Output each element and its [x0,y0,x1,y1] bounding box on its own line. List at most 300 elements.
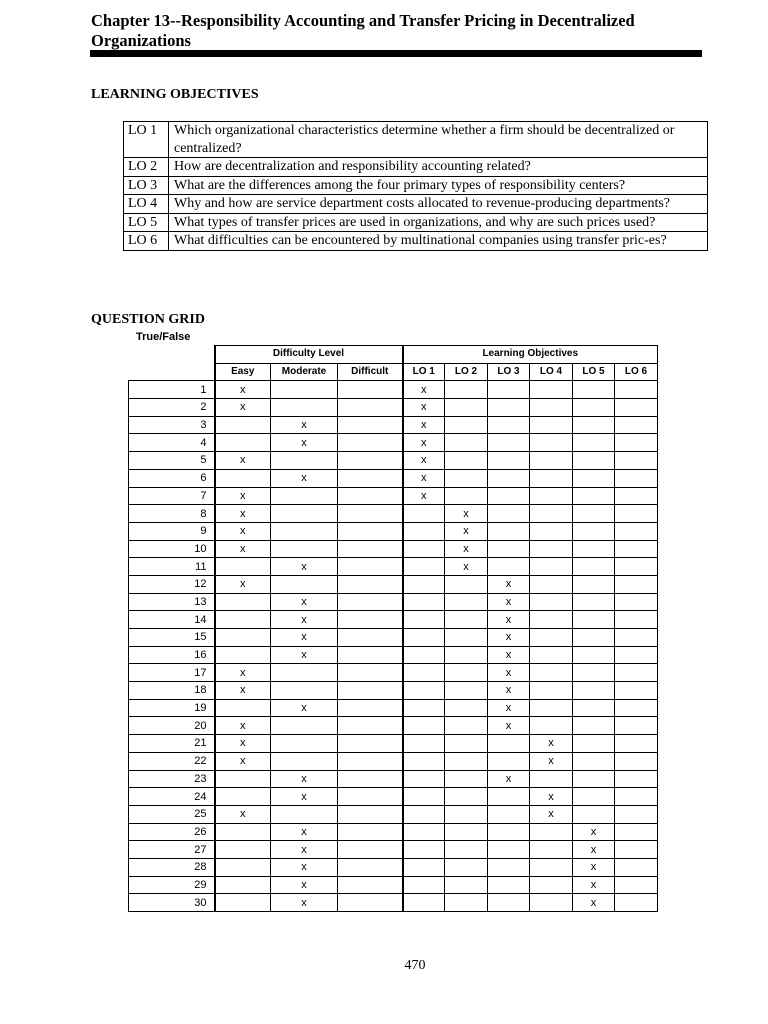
question-row [129,416,658,434]
question-number: 30 [129,894,215,912]
objective-cell [403,770,445,788]
question-row [129,452,658,470]
question-number: 17 [129,664,215,682]
difficulty-cell [338,522,403,540]
difficulty-cell [271,664,338,682]
objective-cell: x [488,664,530,682]
chapter-title: Chapter 13--Responsibility Accounting and Transfer Pricing in Decentralized Organizations [91,11,635,50]
objective-cell [488,788,530,806]
objective-cell [445,858,488,876]
question-row [129,735,658,753]
objective-cell [573,629,615,647]
question-row [129,611,658,629]
learning-objectives-header: Learning Objectives [403,346,658,364]
question-row [129,717,658,735]
objective-cell: x [530,805,573,823]
objective-cell [445,717,488,735]
difficulty-cell [338,682,403,700]
question-number: 18 [129,682,215,700]
objective-cell [530,522,573,540]
difficulty-cell: x [271,823,338,841]
objective-cell [445,735,488,753]
objective-cell [403,558,445,576]
objective-cell [573,717,615,735]
objective-cell [573,469,615,487]
objective-cell [530,646,573,664]
learning-objective-row [124,232,708,251]
difficulty-cell: x [215,505,271,523]
objective-cell [403,611,445,629]
question-number: 19 [129,699,215,717]
objective-cell [530,434,573,452]
objective-cell [403,682,445,700]
objective-cell [615,629,658,647]
objective-cell [573,522,615,540]
objective-cell [445,788,488,806]
objective-cell [530,664,573,682]
difficulty-cell [338,699,403,717]
learning-objective-id: LO 1 [124,122,169,158]
objective-cell [403,540,445,558]
objective-cell [615,646,658,664]
question-row [129,505,658,523]
difficulty-column-header: Moderate [271,363,338,381]
question-number: 9 [129,522,215,540]
question-row [129,664,658,682]
difficulty-cell: x [215,522,271,540]
question-number: 7 [129,487,215,505]
question-row [129,522,658,540]
objective-cell [488,735,530,753]
objective-cell [530,823,573,841]
question-number: 29 [129,876,215,894]
difficulty-cell: x [271,894,338,912]
objective-cell [445,823,488,841]
objective-cell [573,452,615,470]
objective-cell [530,876,573,894]
objective-cell [573,399,615,417]
objective-cell [573,381,615,399]
objective-cell [488,452,530,470]
learning-objective-text: What difficulties can be encountered by multinational companies using transfer pric-es? [169,232,708,251]
objective-column-header: LO 4 [530,363,573,381]
objective-cell [615,611,658,629]
question-row [129,646,658,664]
objective-cell [403,593,445,611]
objective-cell [488,487,530,505]
question-row [129,469,658,487]
difficulty-cell [338,858,403,876]
objective-cell [615,469,658,487]
objective-cell [615,752,658,770]
objective-cell [530,717,573,735]
objective-cell: x [573,858,615,876]
objective-cell [445,593,488,611]
difficulty-cell: x [271,416,338,434]
question-row [129,540,658,558]
objective-cell [573,646,615,664]
question-row [129,805,658,823]
question-number: 12 [129,575,215,593]
objective-cell: x [530,752,573,770]
difficulty-cell: x [215,399,271,417]
question-number: 28 [129,858,215,876]
question-number: 24 [129,788,215,806]
question-row [129,788,658,806]
difficulty-cell [338,487,403,505]
objective-cell [530,452,573,470]
objective-cell [573,805,615,823]
objective-cell [403,894,445,912]
difficulty-cell: x [271,699,338,717]
difficulty-column-header: Easy [215,363,271,381]
objective-cell [615,593,658,611]
objective-cell [445,894,488,912]
objective-cell [445,399,488,417]
objective-cell [573,540,615,558]
objective-cell [445,487,488,505]
question-number: 27 [129,841,215,859]
objective-cell [488,505,530,523]
objective-cell [403,735,445,753]
objective-cell [488,540,530,558]
objective-cell [530,682,573,700]
difficulty-cell [338,611,403,629]
objective-cell: x [403,487,445,505]
question-number: 21 [129,735,215,753]
question-row [129,682,658,700]
objective-cell [403,699,445,717]
difficulty-cell [338,876,403,894]
objective-cell [573,575,615,593]
question-number: 3 [129,416,215,434]
objective-cell [573,593,615,611]
objective-cell [615,858,658,876]
difficulty-cell: x [215,575,271,593]
question-number: 20 [129,717,215,735]
grid-group-header-row [129,346,658,364]
objective-cell [488,469,530,487]
objective-cell: x [403,469,445,487]
learning-objectives-heading: LEARNING OBJECTIVES [91,87,259,102]
objective-cell [403,522,445,540]
objective-cell: x [488,717,530,735]
question-row [129,434,658,452]
difficulty-cell: x [215,735,271,753]
difficulty-cell [271,752,338,770]
objective-cell [615,805,658,823]
objective-cell [573,770,615,788]
objective-cell [530,593,573,611]
question-row [129,381,658,399]
objective-cell [530,381,573,399]
difficulty-cell: x [215,717,271,735]
objective-cell [445,664,488,682]
difficulty-cell: x [215,805,271,823]
question-row [129,841,658,859]
objective-cell [445,752,488,770]
title-rule [90,50,702,57]
learning-objective-id: LO 2 [124,158,169,177]
objective-cell [573,487,615,505]
learning-objective-text: What are the differences among the four primary types of responsibility centers? [169,176,708,195]
learning-objectives-table [123,121,708,251]
question-number: 23 [129,770,215,788]
objective-cell: x [573,894,615,912]
difficulty-cell [338,717,403,735]
objective-cell [403,646,445,664]
difficulty-cell [338,770,403,788]
question-number: 26 [129,823,215,841]
objective-cell [403,805,445,823]
learning-objective-id: LO 3 [124,176,169,195]
objective-cell: x [488,646,530,664]
objective-cell [573,434,615,452]
question-number: 4 [129,434,215,452]
objective-cell [615,699,658,717]
objective-cell [445,611,488,629]
difficulty-cell [338,593,403,611]
question-number: 25 [129,805,215,823]
difficulty-cell [215,611,271,629]
objective-cell [488,876,530,894]
objective-cell [488,805,530,823]
objective-cell: x [488,770,530,788]
objective-cell: x [403,452,445,470]
objective-cell [530,575,573,593]
learning-objective-row [124,213,708,232]
objective-cell: x [488,575,530,593]
objective-cell: x [488,629,530,647]
question-number: 2 [129,399,215,417]
objective-column-header: LO 5 [573,363,615,381]
objective-cell [530,540,573,558]
difficulty-cell: x [271,558,338,576]
difficulty-cell [271,487,338,505]
objective-cell [530,894,573,912]
difficulty-cell [338,629,403,647]
question-number: 11 [129,558,215,576]
objective-cell: x [445,505,488,523]
objective-cell [403,788,445,806]
question-row [129,399,658,417]
objective-cell [615,522,658,540]
objective-cell [530,487,573,505]
objective-cell [488,894,530,912]
difficulty-cell [338,575,403,593]
difficulty-cell [215,646,271,664]
difficulty-cell [215,788,271,806]
learning-objective-id: LO 5 [124,213,169,232]
objective-cell [615,434,658,452]
difficulty-cell [338,894,403,912]
objective-cell [445,646,488,664]
difficulty-cell [338,841,403,859]
question-row [129,629,658,647]
objective-cell: x [488,699,530,717]
difficulty-cell [338,381,403,399]
objective-cell [615,381,658,399]
objective-cell [488,522,530,540]
objective-cell [445,416,488,434]
grid-corner-lower [129,363,215,381]
objective-cell [488,752,530,770]
difficulty-cell [338,540,403,558]
objective-cell [615,841,658,859]
objective-cell: x [573,823,615,841]
difficulty-column-header: Difficult [338,363,403,381]
objective-cell [488,416,530,434]
objective-cell: x [488,611,530,629]
difficulty-cell [215,894,271,912]
difficulty-cell [215,770,271,788]
difficulty-cell [271,505,338,523]
difficulty-cell: x [271,841,338,859]
objective-cell [403,841,445,859]
true-false-label: True/False [136,331,191,343]
difficulty-cell [271,540,338,558]
difficulty-cell: x [271,646,338,664]
difficulty-cell [271,735,338,753]
difficulty-cell [338,735,403,753]
objective-cell [573,505,615,523]
difficulty-cell: x [215,381,271,399]
objective-cell [488,381,530,399]
difficulty-cell [215,434,271,452]
difficulty-level-header: Difficulty Level [215,346,403,364]
difficulty-cell [215,876,271,894]
learning-objective-text: Which organizational characteristics determine whether a firm should be decentralized or centralized? [169,122,708,158]
grid-corner [129,346,215,364]
question-grid-table [128,345,658,912]
objective-cell [573,752,615,770]
objective-cell [573,416,615,434]
difficulty-cell: x [271,629,338,647]
objective-cell [615,540,658,558]
difficulty-cell: x [271,611,338,629]
objective-cell [530,841,573,859]
objective-cell [615,770,658,788]
objective-cell [530,469,573,487]
objective-cell [403,717,445,735]
objective-cell [488,823,530,841]
difficulty-cell [271,399,338,417]
objective-cell [445,434,488,452]
grid-column-header-row [129,363,658,381]
objective-cell [530,416,573,434]
objective-cell [615,452,658,470]
difficulty-cell [271,575,338,593]
difficulty-cell [271,682,338,700]
question-number: 6 [129,469,215,487]
learning-objective-row [124,176,708,195]
question-row [129,487,658,505]
question-row [129,894,658,912]
objective-cell [445,575,488,593]
objective-cell: x [530,788,573,806]
difficulty-cell [338,752,403,770]
objective-cell: x [403,381,445,399]
objective-cell: x [488,682,530,700]
difficulty-cell: x [271,469,338,487]
difficulty-cell [271,381,338,399]
question-row [129,558,658,576]
objective-cell [488,841,530,859]
objective-cell [488,558,530,576]
difficulty-cell [338,788,403,806]
difficulty-cell: x [271,434,338,452]
objective-cell [445,770,488,788]
objective-cell: x [530,735,573,753]
objective-cell [530,558,573,576]
difficulty-cell: x [215,540,271,558]
objective-cell [573,611,615,629]
objective-cell [445,841,488,859]
objective-cell: x [403,416,445,434]
objective-cell [530,611,573,629]
objective-cell [445,469,488,487]
learning-objective-row [124,158,708,177]
question-number: 1 [129,381,215,399]
objective-cell [403,575,445,593]
objective-cell [573,735,615,753]
objective-cell [615,416,658,434]
question-row [129,593,658,611]
objective-column-header: LO 2 [445,363,488,381]
objective-cell: x [488,593,530,611]
difficulty-cell [215,629,271,647]
difficulty-cell: x [215,664,271,682]
learning-objective-text: How are decentralization and responsibility accounting related? [169,158,708,177]
difficulty-cell [215,593,271,611]
difficulty-cell [271,717,338,735]
objective-cell: x [445,522,488,540]
objective-cell [403,752,445,770]
difficulty-cell [215,699,271,717]
difficulty-cell [215,858,271,876]
difficulty-cell [338,805,403,823]
difficulty-cell [338,434,403,452]
difficulty-cell [215,469,271,487]
difficulty-cell [338,558,403,576]
difficulty-cell [338,646,403,664]
difficulty-cell [338,399,403,417]
objective-cell [530,399,573,417]
objective-cell [615,682,658,700]
objective-cell [530,629,573,647]
objective-cell [530,770,573,788]
objective-cell [615,664,658,682]
learning-objective-text: Why and how are service department costs allocated to revenue-producing departments? [169,195,708,214]
objective-cell [445,452,488,470]
objective-cell [530,858,573,876]
objective-cell [403,823,445,841]
question-number: 13 [129,593,215,611]
objective-cell: x [573,876,615,894]
difficulty-cell: x [215,452,271,470]
question-number: 15 [129,629,215,647]
objective-cell [573,788,615,806]
objective-cell [530,505,573,523]
objective-cell [573,664,615,682]
difficulty-cell [271,805,338,823]
objective-cell [615,505,658,523]
question-row [129,876,658,894]
objective-cell [615,876,658,894]
objective-cell [445,805,488,823]
question-number: 10 [129,540,215,558]
objective-cell: x [403,434,445,452]
